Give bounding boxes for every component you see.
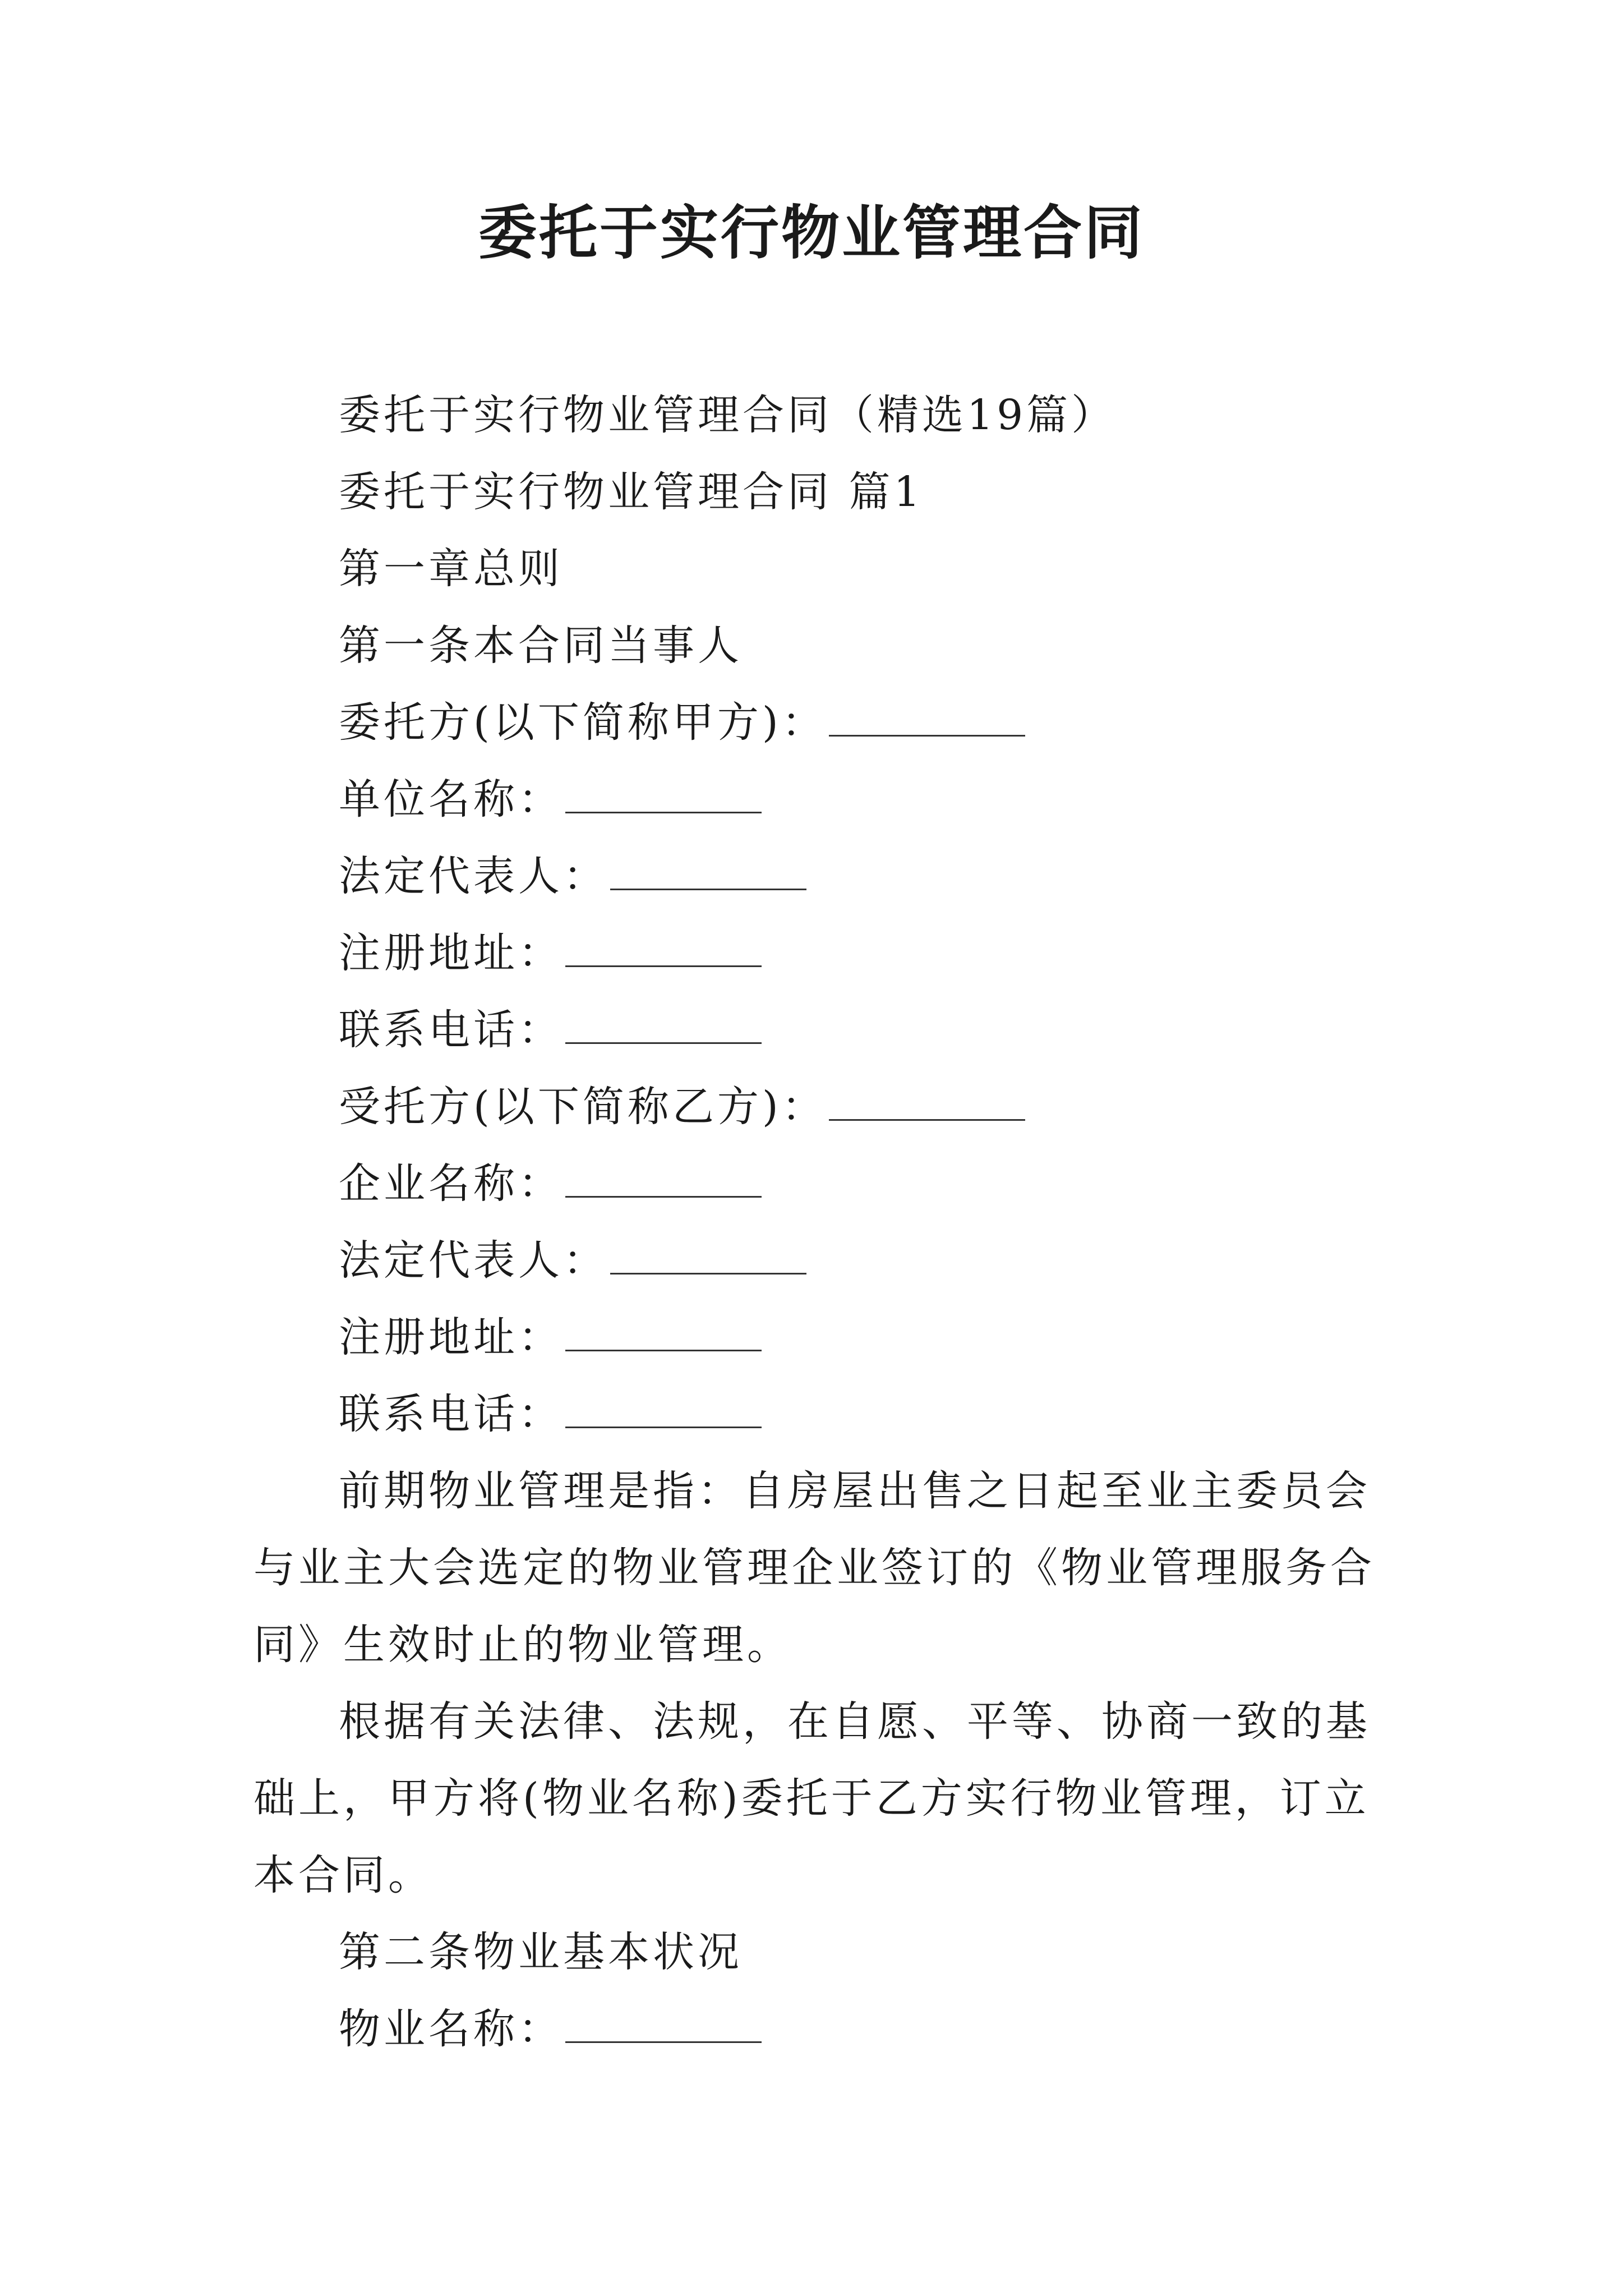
property-name-label: 物业名称：	[339, 2005, 563, 2053]
party-a-phone-blank[interactable]	[565, 1009, 762, 1044]
party-b-rep-line	[253, 1222, 1398, 1299]
party-b-blank[interactable]	[829, 1085, 1025, 1121]
party-a-address-blank[interactable]	[565, 932, 762, 967]
definition-text: 前期物业管理是指：自房屋出售之日起至业主委员会与业主大会选定的物业管理企业签订的《物业管理服务合同》生效时止的物业管理。	[253, 1467, 1375, 1669]
party-a-address-label: 注册地址：	[339, 929, 563, 977]
party-a-rep-line	[253, 838, 1398, 915]
party-b-address-blank[interactable]	[565, 1316, 762, 1351]
party-a-line	[253, 684, 1398, 761]
party-a-rep-blank[interactable]	[610, 855, 806, 890]
party-a-phone-label: 联系电话：	[339, 1006, 563, 1054]
section-2-heading: 第二条物业基本状况	[339, 1928, 743, 1976]
document-body	[253, 377, 1398, 2068]
party-a-unit-blank[interactable]	[565, 778, 762, 813]
clause-heading: 第一条本合同当事人	[339, 622, 743, 670]
party-a-label: 委托方(以下简称甲方)：	[339, 698, 827, 747]
party-b-address-line	[253, 1299, 1398, 1376]
party-a-unit-label: 单位名称：	[339, 775, 563, 823]
party-b-company-line	[253, 1145, 1398, 1222]
party-b-company-blank[interactable]	[565, 1162, 762, 1198]
party-a-blank[interactable]	[829, 701, 1025, 737]
basis-paragraph	[253, 1683, 1398, 1914]
chapter-heading: 第一章总则	[339, 545, 563, 593]
party-a-phone-line	[253, 992, 1398, 1069]
subtitle-line: 委托于实行物业管理合同（精选19篇）	[339, 391, 1117, 439]
basis-text: 根据有关法律、法规，在自愿、平等、协商一致的基础上，甲方将(物业名称)委托于乙方实行物业管理，订立本合同。	[253, 1697, 1371, 1899]
party-b-rep-label: 法定代表人：	[339, 1236, 608, 1285]
party-a-address-line	[253, 915, 1398, 992]
property-name-blank[interactable]	[565, 2008, 762, 2043]
property-name-line	[253, 1991, 1398, 2068]
document-title: 委托于实行物业管理合同	[478, 198, 1145, 267]
definition-paragraph	[253, 1453, 1398, 1683]
party-b-rep-blank[interactable]	[610, 1239, 806, 1274]
party-a-unit-line	[253, 761, 1398, 838]
party-b-phone-label: 联系电话：	[339, 1390, 563, 1438]
party-b-company-label: 企业名称：	[339, 1159, 563, 1208]
article-heading: 委托于实行物业管理合同 篇1	[339, 468, 924, 516]
party-b-address-label: 注册地址：	[339, 1313, 563, 1361]
party-b-phone-blank[interactable]	[565, 1393, 762, 1428]
party-b-label: 受托方(以下简称乙方)：	[339, 1083, 827, 1131]
party-a-rep-label: 法定代表人：	[339, 852, 608, 900]
party-b-line	[253, 1069, 1398, 1145]
party-b-phone-line	[253, 1376, 1398, 1453]
